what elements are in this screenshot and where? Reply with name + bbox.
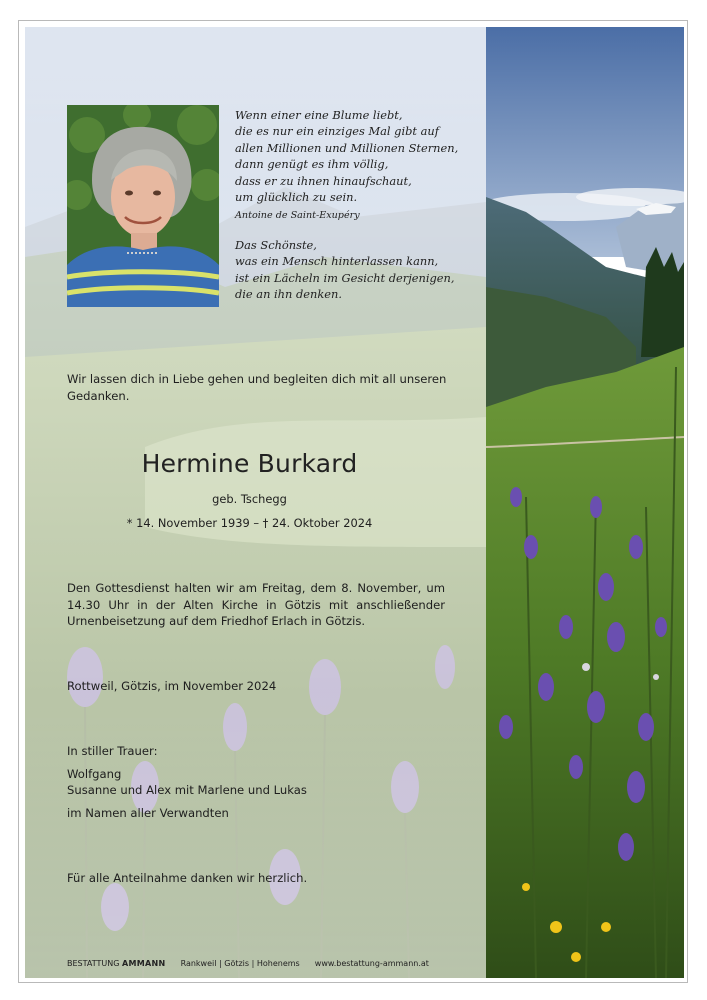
deceased-name: Hermine Burkard: [141, 449, 358, 478]
intro-text: Wir lassen dich in Liebe gehen und begleiten dich mit all unseren Gedanken.: [67, 372, 447, 403]
mourners-block: [67, 743, 447, 821]
mourner-name: im Namen aller Verwandten: [67, 805, 229, 820]
quote-block: [235, 107, 475, 302]
life-dates: * 14. November 1939 – † 24. Oktober 2024: [126, 516, 373, 530]
obituary-card: [18, 20, 688, 983]
quote-line: allen Millionen und Millionen Sternen,: [235, 140, 459, 155]
quote-line: dann genügt es ihm völlig,: [235, 157, 389, 172]
quote-line: Das Schönste,: [235, 237, 317, 252]
portrait-image: [67, 105, 219, 307]
place-date: Rottweil, Götzis, im November 2024: [67, 679, 277, 693]
thanks-text: Für alle Anteilnahme danken wir herzlich.: [67, 871, 308, 885]
quote-line: was ein Mensch hinterlassen kann,: [235, 254, 439, 269]
mourner-name: Susanne und Alex mit Marlene und Lukas: [67, 783, 307, 797]
quote-spacer: [235, 225, 475, 237]
quote-author: Antoine de Saint-Exupéry: [235, 210, 360, 222]
landscape-photo: [486, 27, 684, 978]
quote-line: Wenn einer eine Blume liebt,: [235, 108, 403, 122]
mourners-heading: In stiller Trauer:: [67, 744, 158, 758]
quote-line: um glücklich zu sein.: [235, 190, 358, 205]
funeral-home-name: AMMANN: [121, 959, 166, 968]
funeral-home-locations: Rankweil | Götzis | Hohenems: [180, 959, 300, 968]
quote-line: die es nur ein einziges Mal gibt auf: [235, 124, 439, 139]
footer: [67, 959, 429, 968]
mourner-name: Wolfgang: [67, 766, 122, 781]
quote-line: ist ein Lächeln im Gesicht derjenigen,: [235, 270, 455, 285]
quote-line: dass er zu ihnen hinaufschaut,: [235, 173, 412, 188]
funeral-home-prefix: BESTATTUNG: [67, 959, 120, 968]
landscape-photo-image: [486, 27, 684, 978]
service-announcement: Den Gottesdienst halten wir am Freitag, dem 8. November, um 14.30 Uhr in der Alten Kirche in Götzis mit anschließender Urnenbeisetzung auf dem Friedhof Erlach in Götzis.: [67, 581, 445, 628]
portrait-photo: [67, 105, 219, 307]
maiden-name: geb. Tschegg: [212, 492, 287, 506]
quote-line: die an ihn denken.: [235, 287, 342, 302]
funeral-home-url[interactable]: www.bestattung-ammann.at: [314, 959, 429, 968]
